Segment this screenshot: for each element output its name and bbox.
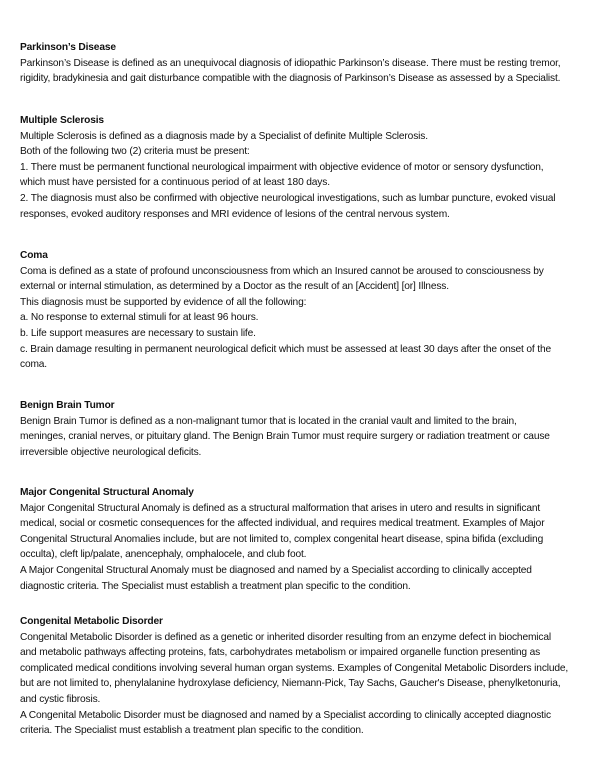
body-line: Benign Brain Tumor is defined as a non-malignant tumor that is located in the cranial vault and limited to the brain, — [20, 415, 517, 427]
body-line: 2. The diagnosis must also be confirmed with objective neurological investigations, such as lumbar puncture, evoked visual — [20, 192, 556, 204]
body-line: external or internal stimulation, as determined by a Doctor as the result of an [Accident] [or] Illness. — [20, 281, 449, 293]
body-line: Parkinson’s Disease is defined as an unequivocal diagnosis of idiopathic Parkinson’s disease. There must be resting tremor, — [20, 57, 561, 69]
section-title: Congenital Metabolic Disorder — [20, 616, 163, 627]
body-line: a. No response to external stimuli for at least 96 hours. — [20, 312, 259, 324]
body-line: Congenital Metabolic Disorder is defined as a genetic or inherited disorder resulting from an enzyme defect in biochemical — [20, 631, 551, 643]
section-congenital-metabolic-disorder — [20, 614, 595, 739]
body-line: 1. There must be permanent functional neurological impairment with objective evidence of motor or sensory dysfunction, — [20, 161, 544, 173]
section-benign-brain-tumor — [20, 398, 595, 460]
body-line: Major Congenital Structural Anomaly is defined as a structural malformation that arises in utero and results in significant — [20, 502, 541, 514]
section-title: Multiple Sclerosis — [20, 115, 104, 126]
body-line: medical, social or cosmetic consequences for the affected individual, and requires medical treatment. Examples of Major — [20, 518, 545, 530]
body-line: Coma is defined as a state of profound unconsciousness from which an Insured cannot be aroused to consciousness by — [20, 265, 544, 277]
section-parkinsons — [20, 40, 595, 87]
body-line: Multiple Sclerosis is defined as a diagnosis made by a Specialist of definite Multiple Sclerosis. — [20, 130, 428, 142]
section-title: Parkinson’s Disease — [20, 42, 116, 53]
body-line: occulta), cleft lip/palate, anencephaly, omphalocele, and club foot. — [20, 549, 307, 561]
body-line: criteria. The Specialist must establish a treatment plan specific to the condition. — [20, 725, 364, 737]
body-line: coma. — [20, 359, 47, 371]
body-line: and metabolic pathways affecting proteins, fats, carbohydrates metabolism or impaired organelle function presenting as — [20, 647, 541, 659]
body-line: c. Brain damage resulting in permanent neurological deficit which must be assessed at least 30 days after the onset of the — [20, 343, 552, 355]
body-line: which must have persisted for a continuous period of at least 180 days. — [20, 177, 330, 189]
body-line: This diagnosis must be supported by evidence of all the following: — [20, 296, 307, 308]
body-line: A Congenital Metabolic Disorder must be diagnosed and named by a Specialist according to clinically accepted diagnostic — [20, 709, 551, 721]
body-line: irreversible objective neurological deficits. — [20, 446, 202, 458]
body-line: responses, evoked auditory responses and MRI evidence of lesions of the central nervous system. — [20, 208, 450, 220]
body-line: rigidity, bradykinesia and gait disturbance compatible with the diagnosis of Parkinson’s Disease as assessed by a Specialist. — [20, 73, 561, 85]
body-line: and cystic fibrosis. — [20, 693, 101, 705]
section-title: Major Congenital Structural Anomaly — [20, 487, 194, 498]
body-line: diagnostic criteria. The Specialist must establish a treatment plan specific to the condition. — [20, 580, 411, 592]
section-major-congenital-structural-anomaly — [20, 485, 595, 594]
body-line: b. Life support measures are necessary to sustain life. — [20, 327, 256, 339]
section-title: Benign Brain Tumor — [20, 400, 115, 411]
section-coma — [20, 248, 595, 373]
body-line: A Major Congenital Structural Anomaly must be diagnosed and named by a Specialist according to clinically accepted — [20, 564, 532, 576]
body-line: complicated medical conditions involving several human organ systems. Examples of Congenital Metabolic Disorders include, — [20, 662, 569, 674]
section-multiple-sclerosis — [20, 113, 595, 222]
body-line: Both of the following two (2) criteria must be present: — [20, 146, 250, 158]
section-title: Coma — [20, 250, 48, 261]
body-line: Congenital Structural Anomalies include, but are not limited to, complex congenital heart disease, spina bifida (excluding — [20, 533, 544, 545]
body-line: but are not limited to, phenylalanine hydroxylase deficiency, Niemann-Pick, Tay Sachs, Gaucher's Disease, phenylketonuria, — [20, 678, 561, 690]
body-line: meninges, cranial nerves, or pituitary gland. The Benign Brain Tumor must require surgery or radiation treatment or cause — [20, 431, 550, 443]
